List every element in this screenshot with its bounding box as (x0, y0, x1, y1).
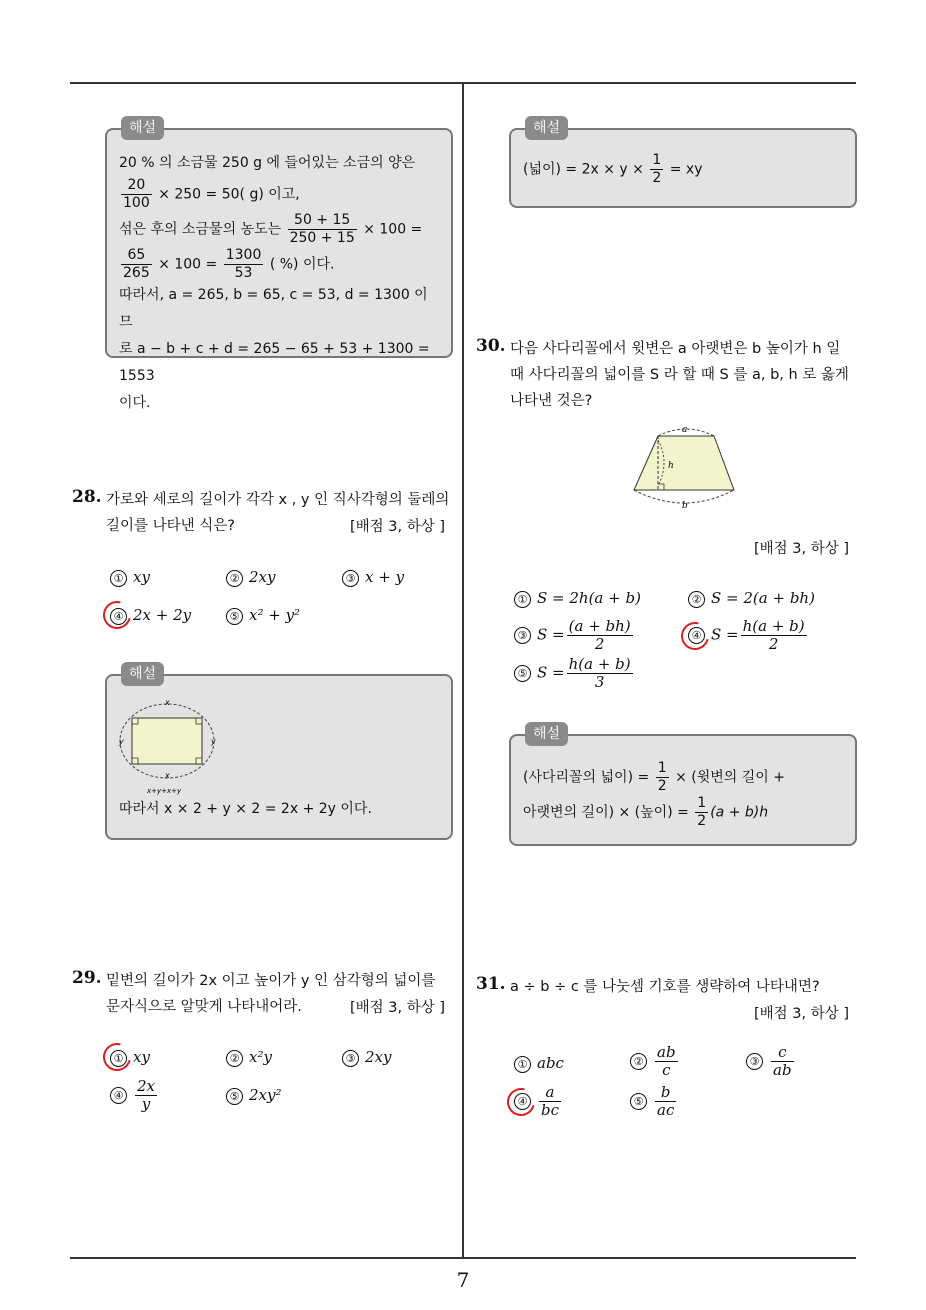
q29-option-4[interactable]: ④ $\frac{2x}{y}$ (110, 1078, 159, 1113)
q31-option-2[interactable]: ② $\frac{ab}{c}$ (630, 1044, 680, 1079)
diagram-label-right: y (211, 737, 216, 746)
q28-option-2[interactable]: ② 2xy (226, 568, 275, 587)
q28-option-3[interactable]: ③ x + y (342, 568, 404, 587)
q28-text: 가로와 세로의 길이가 각각 x , y 인 직사각형의 둘레의 길이를 나타낸 식은? (106, 492, 450, 534)
q29-solution-text: (넓이) = 2x × y × $\frac{1}{2}$ = xy (523, 152, 703, 186)
q31-option-3[interactable]: ③ $\frac{c}{ab}$ (746, 1044, 796, 1079)
q30-option-5[interactable]: ⑤ S = $\frac{h(a + b)}{3}$ (514, 656, 635, 691)
q28-option-4[interactable]: ④ 2x + 2y (110, 606, 191, 625)
solution-tag: 해설 (121, 116, 164, 140)
trapezoid-label-top: a (682, 425, 688, 435)
q30-solution-fraction-1: $\frac{1}{2}$ (657, 760, 667, 794)
trapezoid-diagram (626, 422, 746, 512)
q30-option-2[interactable]: ② S = 2(a + bh) (688, 589, 815, 608)
q29-number: 29. (72, 968, 102, 988)
q30-score: [배점 3, 하상 ] (754, 541, 850, 557)
q27-line4: $\frac{65}{265}$ × 100 = $\frac{1300}{53}$ ( %) 이다. (123, 247, 335, 281)
q31-option-5[interactable]: ⑤ $\frac{b}{ac}$ (630, 1084, 678, 1119)
trapezoid-label-height: h (668, 461, 674, 471)
q27-fraction-3: $\frac{65}{265}$ (123, 247, 150, 281)
q27-line3: 섞은 후의 소금물의 농도는 $\frac{50 + 15}{250 + 15}$ × 100 = (119, 212, 423, 246)
diagram-label-left: y (119, 737, 124, 746)
q28-solution-box (105, 666, 453, 840)
q30-solution-fraction-2: $\frac{1}{2}$ (697, 795, 707, 829)
q28-score: [배점 3, 하상 ] (350, 519, 446, 535)
q29-answer-mark (98, 1038, 136, 1076)
q27-fraction-4: $\frac{1300}{53}$ (225, 247, 262, 281)
rectangle-perimeter-diagram (117, 696, 227, 796)
q29-text: 밑변의 길이가 2x 이고 높이가 y 인 삼각형의 넓이를 문자식으로 알맞게 나타내어라. (106, 973, 436, 1015)
q27-line7: 이다. (119, 395, 151, 411)
q30-solution-line1: (사다리꼴의 넓이) = $\frac{1}{2}$ × (윗변의 길이 + (523, 760, 785, 794)
q29-option-5[interactable]: ⑤ 2xy² (226, 1086, 282, 1105)
q29-solution-box (509, 120, 857, 208)
q30-solution-line2: 아랫변의 길이) × (높이) = $\frac{1}{2}$ (a + b)h (523, 795, 769, 829)
q30-text: 다음 사다리꼴에서 윗변은 a 아랫변은 b 높이가 h 일 때 사다리꼴의 넓이를 S 라 할 때 S 를 a, b, h 로 옳게 나타낸 것은? (510, 341, 849, 409)
q30-option-1[interactable]: ① S = 2h(a + b) (514, 589, 641, 608)
q27-line2: $\frac{20}{100}$ × 250 = 50( g) 이고, (123, 177, 300, 211)
q31-option-1[interactable]: ① abc (514, 1054, 564, 1073)
q29-option-1[interactable]: ① xy (110, 1048, 150, 1067)
diagram-label-bottom: x (165, 771, 170, 780)
q28-number: 28. (72, 487, 102, 507)
q27-fraction-2: $\frac{50 + 15}{250 + 15}$ (289, 212, 355, 246)
q29-score: [배점 3, 하상 ] (350, 1000, 446, 1016)
q31-option-4[interactable]: ④ $\frac{a}{bc}$ (514, 1084, 563, 1119)
q30-option-3[interactable]: ③ S = $\frac{(a + bh)}{2}$ (514, 618, 635, 653)
q31-number: 31. (476, 974, 506, 994)
solution-tag: 해설 (525, 116, 568, 140)
q28-solution-text: 따라서 x × 2 + y × 2 = 2x + 2y 이다. (119, 801, 372, 817)
q28-option-5[interactable]: ⑤ x² + y² (226, 606, 300, 625)
q28-answer-mark (98, 596, 136, 634)
trapezoid-label-bottom: b (682, 501, 688, 511)
q28-option-1[interactable]: ① xy (110, 568, 150, 587)
q31-text: a ÷ b ÷ c 를 나눗셈 기호를 생략하여 나타내면? (510, 979, 820, 995)
q31-score: [배점 3, 하상 ] (754, 1006, 850, 1022)
q27-line1: 20 % 의 소금물 250 g 에 들어있는 소금의 양은 (119, 155, 416, 171)
bottom-rule (70, 1257, 856, 1259)
solution-tag: 해설 (121, 662, 164, 686)
q30-number: 30. (476, 336, 506, 356)
solution-tag: 해설 (525, 722, 568, 746)
q27-fraction-1: $\frac{20}{100}$ (123, 177, 150, 211)
diagram-label-top: x (165, 698, 170, 707)
q29-solution-fraction: $\frac{1}{2}$ (652, 152, 662, 186)
q30-solution-box (509, 726, 857, 846)
q27-solution-box (105, 120, 453, 411)
q27-line5: 따라서, a = 265, b = 65, c = 53, d = 1300 이므 (119, 287, 428, 330)
q30-option-4[interactable]: ④ S = $\frac{h(a + b)}{2}$ (688, 618, 809, 653)
page-number: 7 (456, 1268, 470, 1292)
diagram-label-sum: x+y+x+y (147, 787, 182, 795)
q27-line6: 로 a − b + c + d = 265 − 65 + 53 + 1300 = 1553 (119, 341, 430, 384)
column-divider (462, 84, 464, 1259)
q29-option-2[interactable]: ② x²y (226, 1048, 272, 1067)
q29-option-3[interactable]: ③ 2xy (342, 1048, 391, 1067)
